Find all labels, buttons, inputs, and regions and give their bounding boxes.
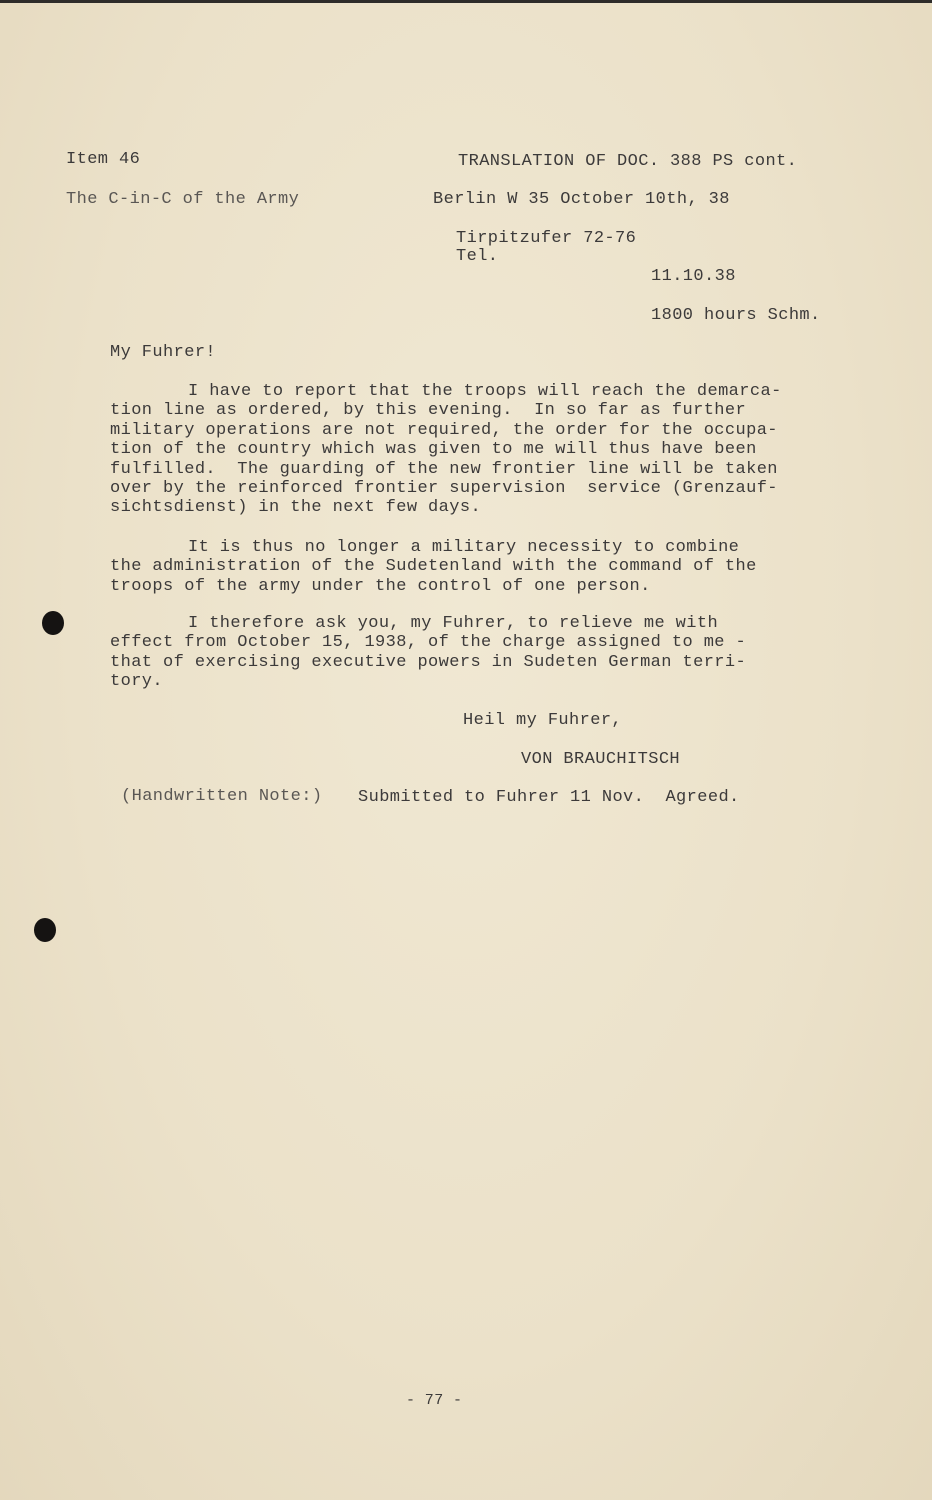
paragraph-3 <box>110 614 850 692</box>
sender-line: The C-in-C of the Army <box>66 190 300 209</box>
punch-hole-top <box>42 611 64 635</box>
paragraph-line: the administration of the Sudetenland with the command of the <box>110 557 757 577</box>
signature: VON BRAUCHITSCH <box>521 750 681 769</box>
time-line: 1800 hours Schm. <box>651 306 821 325</box>
paragraph-line: I have to report that the troops will reach the demarca- <box>188 382 782 401</box>
paragraph-line: tory. <box>110 672 164 692</box>
paragraph-2 <box>110 538 850 596</box>
paragraph-line: It is thus no longer a military necessity to combine <box>188 538 740 557</box>
page-number: - 77 - <box>406 1392 463 1409</box>
date-line: 11.10.38 <box>651 267 736 286</box>
paragraph-line: troops of the army under the control of one person. <box>110 576 651 596</box>
paragraph-line: effect from October 15, 1938, of the charge assigned to me - <box>110 633 747 653</box>
paragraph-line: over by the reinforced frontier supervision service (Grenzauf- <box>110 479 778 499</box>
paragraph-line: fulfilled. The guarding of the new frontier line will be taken <box>110 459 778 479</box>
top-edge-border <box>0 0 932 3</box>
paragraph-line: tion line as ordered, by this evening. In so far as further <box>110 401 747 421</box>
translation-title: TRANSLATION OF DOC. 388 PS cont. <box>458 152 798 171</box>
paragraph-line: tion of the country which was given to me will thus have been <box>110 440 757 460</box>
paragraph-line: that of exercising executive powers in Sudeten German terri- <box>110 652 747 672</box>
address-line: Tirpitzufer 72-76 <box>456 229 637 248</box>
tel-line: Tel. <box>456 247 499 266</box>
place-date-line: Berlin W 35 October 10th, 38 <box>433 190 730 209</box>
salutation: My Fuhrer! <box>110 343 217 362</box>
item-number: Item 46 <box>66 150 141 169</box>
paragraph-line: I therefore ask you, my Fuhrer, to relieve me with <box>188 614 719 633</box>
paragraph-line: military operations are not required, the order for the occupa- <box>110 420 778 440</box>
paragraph-line: sichtsdienst) in the next few days. <box>110 498 482 518</box>
handwritten-note-text: Submitted to Fuhrer 11 Nov. Agreed. <box>358 788 740 807</box>
paragraph-1 <box>110 382 850 518</box>
closing: Heil my Fuhrer, <box>463 711 623 730</box>
punch-hole-bottom <box>34 918 56 942</box>
handwritten-note-label: (Handwritten Note:) <box>121 787 323 806</box>
